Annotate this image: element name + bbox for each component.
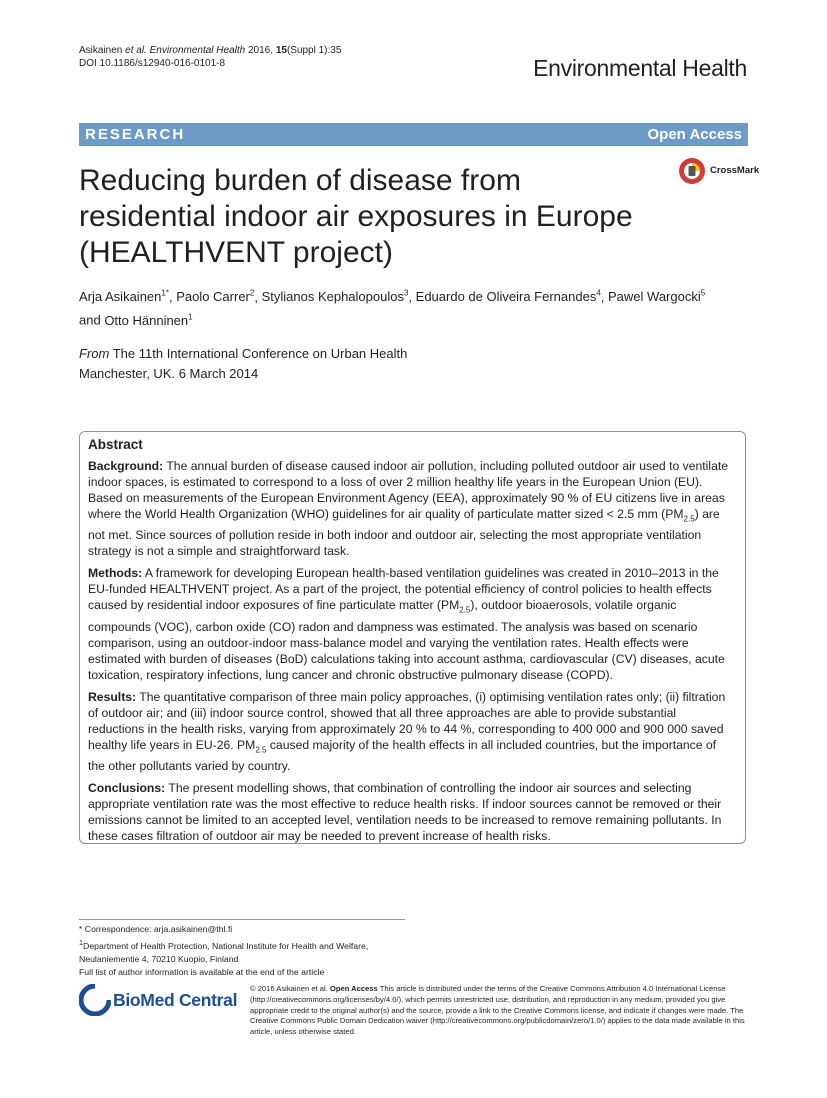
biomed-central-text: BioMed Central: [113, 990, 238, 1010]
section-label: RESEARCH: [85, 126, 186, 143]
crossmark-badge[interactable]: [678, 157, 758, 185]
conference-info: [79, 344, 407, 384]
author[interactable]: Paolo Carrer$^2$: [176, 289, 255, 305]
conference-name: The 11th International Conference on Urban Health: [112, 346, 408, 361]
abstract-box: [79, 431, 746, 844]
citation-volume: 15: [275, 45, 287, 56]
abstract-conclusions: Conclusions: The present modelling shows, that combination of controlling the indoor air sources and selecting appropriate ventilation rate was the most effective to reduce health risks. If indoor sources cannot be removed or their emissions cannot be limited to an accepted level, ventilation needs to be increased to remove remaining pollutants. In these cases filtration of outdoor air may be needed to prevent increase of health risks.: [88, 781, 722, 844]
correspondence[interactable]: * Correspondence: arja.asikainen@thl.fi: [79, 924, 233, 934]
citation-etal: et al.: [125, 45, 147, 56]
license-text: © 2016 Asikainen et al. Open Access This article is distributed under the terms of the Creative Commons Attribution 4.0 International License (http://creativecommons.org/licenses/by/4.0/), which permits unrestricted use, distribution, and reproduction in any medium, provided you give appropriate credit to the original author(s) and the source, provide a link to the Creative Commons license, and indicate if changes were made. The Creative Commons Public Domain Dedication waiver (http://creativecommons.org/publicdomain/zero/1.0/) applies to the data made available in this article, unless otherwise stated.: [250, 984, 745, 1037]
biomed-central-logo[interactable]: [79, 984, 239, 1018]
section-bar: [79, 123, 748, 146]
citation-suppl: (Suppl 1):35: [286, 45, 342, 56]
doi[interactable]: DOI 10.1186/s12940-016-0101-8: [79, 58, 226, 69]
citation-year: 2016,: [248, 45, 274, 56]
affiliation-1: $^1$Department of Health Protection, National Institute for Health and Welfare,: [79, 938, 369, 951]
citation-journal: Environmental Health: [149, 45, 246, 56]
abstract-heading: Abstract: [88, 437, 143, 452]
biomed-central-icon: [79, 984, 111, 1016]
open-access-label: Open Access: [647, 126, 742, 143]
abstract-background: Background: The annual burden of disease caused indoor air pollution, including polluted outdoor air used to ventilate indoor spaces, is estimated to correspond to a loss of over 2 million healthy life years in the European Union (EU). Based on measurements of the European Environment Agency (EEA), approximately 90 % of EU citizens live in areas where the World Health Organization (WHO) guidelines for air quality of particulate matter sized < 2.5 mm $(PM_{2.5})$ are not met. Since sources of pollution reside in both indoor and outdoor air, selecting the most appropriate ventilation strategy is not a simple and straightforward task.: [88, 459, 729, 559]
crossmark-icon: [678, 157, 706, 185]
conference-location: Manchester, UK. 6 March 2014: [79, 366, 259, 381]
from-word: From: [79, 346, 110, 361]
citation-authors: Asikainen: [79, 45, 123, 56]
author[interactable]: Arja Asikainen$^{1*}$: [79, 289, 169, 305]
author[interactable]: Stylianos Kephalopoulos$^3$: [261, 289, 409, 305]
article-title: Reducing burden of disease from residential indoor air exposures in Europe (HEALTHVENT project): [79, 164, 633, 269]
footnotes: [79, 923, 368, 979]
citation-line: [79, 44, 341, 57]
affiliation-1-address: Neulaniementie 4, 70210 Kuopio, Finland: [79, 953, 239, 964]
journal-name: Environmental Health: [533, 55, 747, 81]
author[interactable]: Pawel Wargocki$^5$: [608, 289, 706, 305]
author[interactable]: Eduardo de Oliveira Fernandes$^4$: [415, 289, 601, 305]
crossmark-label: CrossMark: [710, 165, 760, 176]
abstract-methods: Methods: A framework for developing European health-based ventilation guidelines was created in 2010–2013 in the EU-funded HEALTHVENT project. As a part of the project, the potential efficiency of control policies to health effects caused by residential indoor exposures of fine particulate matter $(PM_{2.5})$, outdoor bioaerosols, volatile organic compounds (VOC), carbon oxide (CO) radon and dampness was estimated. The analysis was based on scenario comparison, using an outdoor-indoor mass-balance model and varying the ventilation rates. Health effects were estimated with burden of diseases (BoD) calculations taking into account asthma, cardiovascular (CV) diseases, acute toxication, respiratory infections, lung cancer and chronic obstructive pulmonary disease (COPD).: [88, 566, 725, 682]
citation-block: [79, 44, 341, 70]
footnote-divider: [79, 919, 405, 920]
abstract-results: Results: The quantitative comparison of three main policy approaches, (i) optimising ventilation rates only; (ii) filtration of outdoor air; and (iii) indoor source control, showed that all three approaches are able to provide substantial reductions in the health risks, varying from approximately 20 % to 44 %, corresponding to 400 000 and 900 000 saved healthy life years in EU-26. $PM_{2.5}$ caused majority of the health effects in all included countries, but the importance of the other pollutants varied by country.: [88, 689, 726, 774]
author[interactable]: Otto Hänninen$^1$: [104, 312, 193, 328]
author-list: Arja Asikainen$^{1*}$, Paolo Carrer$^2$, Stylianos Kephalopoulos$^3$, Eduardo de Oliveira Fernandes$^4$, Pawel Wargocki$^5$ and Otto Hänninen$^1$: [79, 289, 706, 328]
full-author-info-note: Full list of author information is available at the end of the article: [79, 966, 325, 977]
